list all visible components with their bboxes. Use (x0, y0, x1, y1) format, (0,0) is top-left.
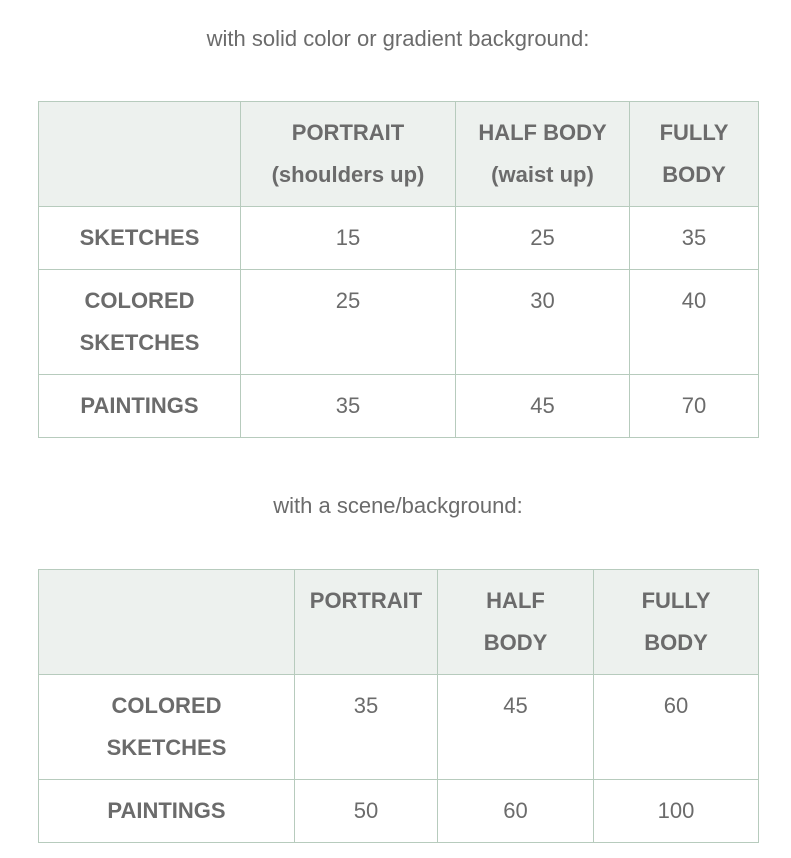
price-cell: 70 (630, 375, 759, 438)
header-empty-cell (39, 102, 241, 207)
header-label: FULLY (641, 588, 711, 613)
header-sublabel: BODY (644, 630, 708, 655)
header-sublabel: (shoulders up) (271, 162, 425, 187)
caption-solid-background: with solid color or gradient background: (206, 26, 590, 51)
table-row-paintings (39, 375, 759, 438)
table-row-colored-sketches (39, 675, 759, 780)
row-label-text: SKETCHES (106, 735, 227, 760)
header-label: PORTRAIT (291, 120, 405, 145)
header-label: HALF (486, 588, 545, 613)
header-label: HALF BODY (478, 120, 607, 145)
price-cell: 50 (295, 780, 438, 843)
row-label (39, 675, 295, 780)
price-cell: 15 (241, 207, 456, 270)
header-fully-body (594, 570, 759, 675)
row-label-text: SKETCHES (79, 225, 200, 250)
row-label (39, 375, 241, 438)
price-cell: 25 (456, 207, 630, 270)
price-cell: 100 (594, 780, 759, 843)
header-portrait (295, 570, 438, 675)
header-sublabel: BODY (483, 630, 548, 655)
table-header-row (39, 570, 759, 675)
header-label: FULLY (659, 120, 729, 145)
header-sublabel: (waist up) (491, 162, 594, 187)
caption-scene-background: with a scene/background: (273, 493, 523, 518)
header-label: PORTRAIT (309, 588, 423, 613)
table-header-row (39, 102, 759, 207)
row-label-text: PAINTINGS (80, 393, 199, 418)
row-label-text: COLORED (84, 288, 195, 313)
header-fully-body (630, 102, 759, 207)
table-row-colored-sketches (39, 270, 759, 375)
row-label-text: COLORED (111, 693, 222, 718)
price-cell: 45 (438, 675, 594, 780)
price-cell: 35 (241, 375, 456, 438)
row-label (39, 270, 241, 375)
table-row-paintings (39, 780, 759, 843)
row-label-text: SKETCHES (79, 330, 200, 355)
price-table-scene-background (38, 569, 759, 843)
price-table-solid-background (38, 101, 759, 438)
price-cell: 60 (594, 675, 759, 780)
row-label-text: PAINTINGS (107, 798, 226, 823)
price-cell: 40 (630, 270, 759, 375)
row-label (39, 780, 295, 843)
header-empty-cell (39, 570, 295, 675)
price-cell: 35 (295, 675, 438, 780)
row-label (39, 207, 241, 270)
price-cell: 25 (241, 270, 456, 375)
header-half-body (456, 102, 630, 207)
price-cell: 30 (456, 270, 630, 375)
header-half-body (438, 570, 594, 675)
price-cell: 35 (630, 207, 759, 270)
table-row-sketches (39, 207, 759, 270)
price-cell: 60 (438, 780, 594, 843)
header-portrait (241, 102, 456, 207)
price-cell: 45 (456, 375, 630, 438)
header-sublabel: BODY (662, 162, 726, 187)
